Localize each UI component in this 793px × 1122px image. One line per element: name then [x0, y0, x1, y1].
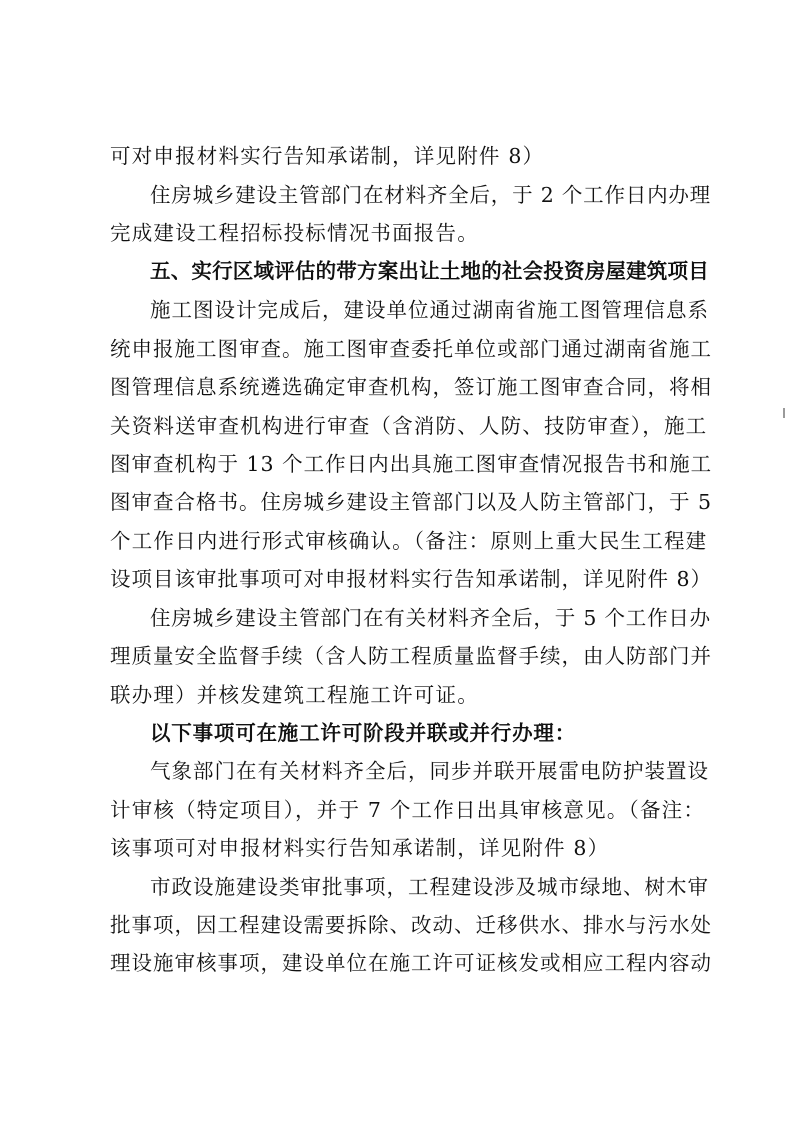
text-line: 统申报施工图审查。施工图审查委托单位或部门通过湖南省施工 — [110, 337, 712, 361]
text-line: 图审查机构于 13 个工作日内出具施工图审查情况报告书和施工 — [110, 452, 713, 476]
subheading: 以下事项可在施工许可阶段并联或并行办理： — [150, 721, 576, 745]
text-line: 市政设施建设类审批事项，工程建设涉及城市绿地、树木审 — [150, 875, 709, 899]
text-line: 个工作日内进行形式审核确认。（备注：原则上重大民生工程建 — [110, 529, 708, 553]
text-line: 理设施审核事项，建设单位在施工许可证核发或相应工程内容动 — [110, 951, 712, 975]
text-line: 气象部门在有关材料齐全后，同步并联开展雷电防护装置设 — [150, 759, 709, 783]
scan-edge-mark — [783, 408, 785, 418]
text-line: 计审核（特定项目），并于 7 个工作日出具审核意见。（备注： — [110, 798, 706, 822]
text-line: 设项目该审批事项可对申报材料实行告知承诺制，详见附件 8） — [110, 567, 713, 591]
text-line: 关资料送审查机构进行审查（含消防、人防、技防审查），施工 — [110, 414, 708, 438]
text-line: 施工图设计完成后，建设单位通过湖南省施工图管理信息系 — [150, 298, 709, 322]
text-line: 联办理）并核发建筑工程施工许可证。 — [110, 683, 479, 707]
text-line: 图审查合格书。住房城乡建设主管部门以及人防主管部门，于 5 — [110, 490, 713, 514]
text-line: 理质量安全监督手续（含人防工程质量监督手续，由人防部门并 — [110, 644, 712, 668]
section-heading: 五、实行区域评估的带方案出让土地的社会投资房屋建筑项目 — [150, 259, 709, 283]
text-line: 住房城乡建设主管部门在材料齐全后，于 2 个工作日内办理 — [150, 183, 711, 207]
text-line: 图管理信息系统遴选确定审查机构，签订施工图审查合同，将相 — [110, 375, 712, 399]
text-line: 该事项可对申报材料实行告知承诺制，详见附件 8） — [110, 836, 610, 860]
text-line: 批事项，因工程建设需要拆除、改动、迁移供水、排水与污水处 — [110, 913, 712, 937]
text-line: 完成建设工程招标投标情况书面报告。 — [110, 221, 479, 245]
text-line: 住房城乡建设主管部门在有关材料齐全后，于 5 个工作日办 — [150, 606, 711, 630]
text-line: 可对申报材料实行告知承诺制，详见附件 8） — [110, 144, 545, 168]
